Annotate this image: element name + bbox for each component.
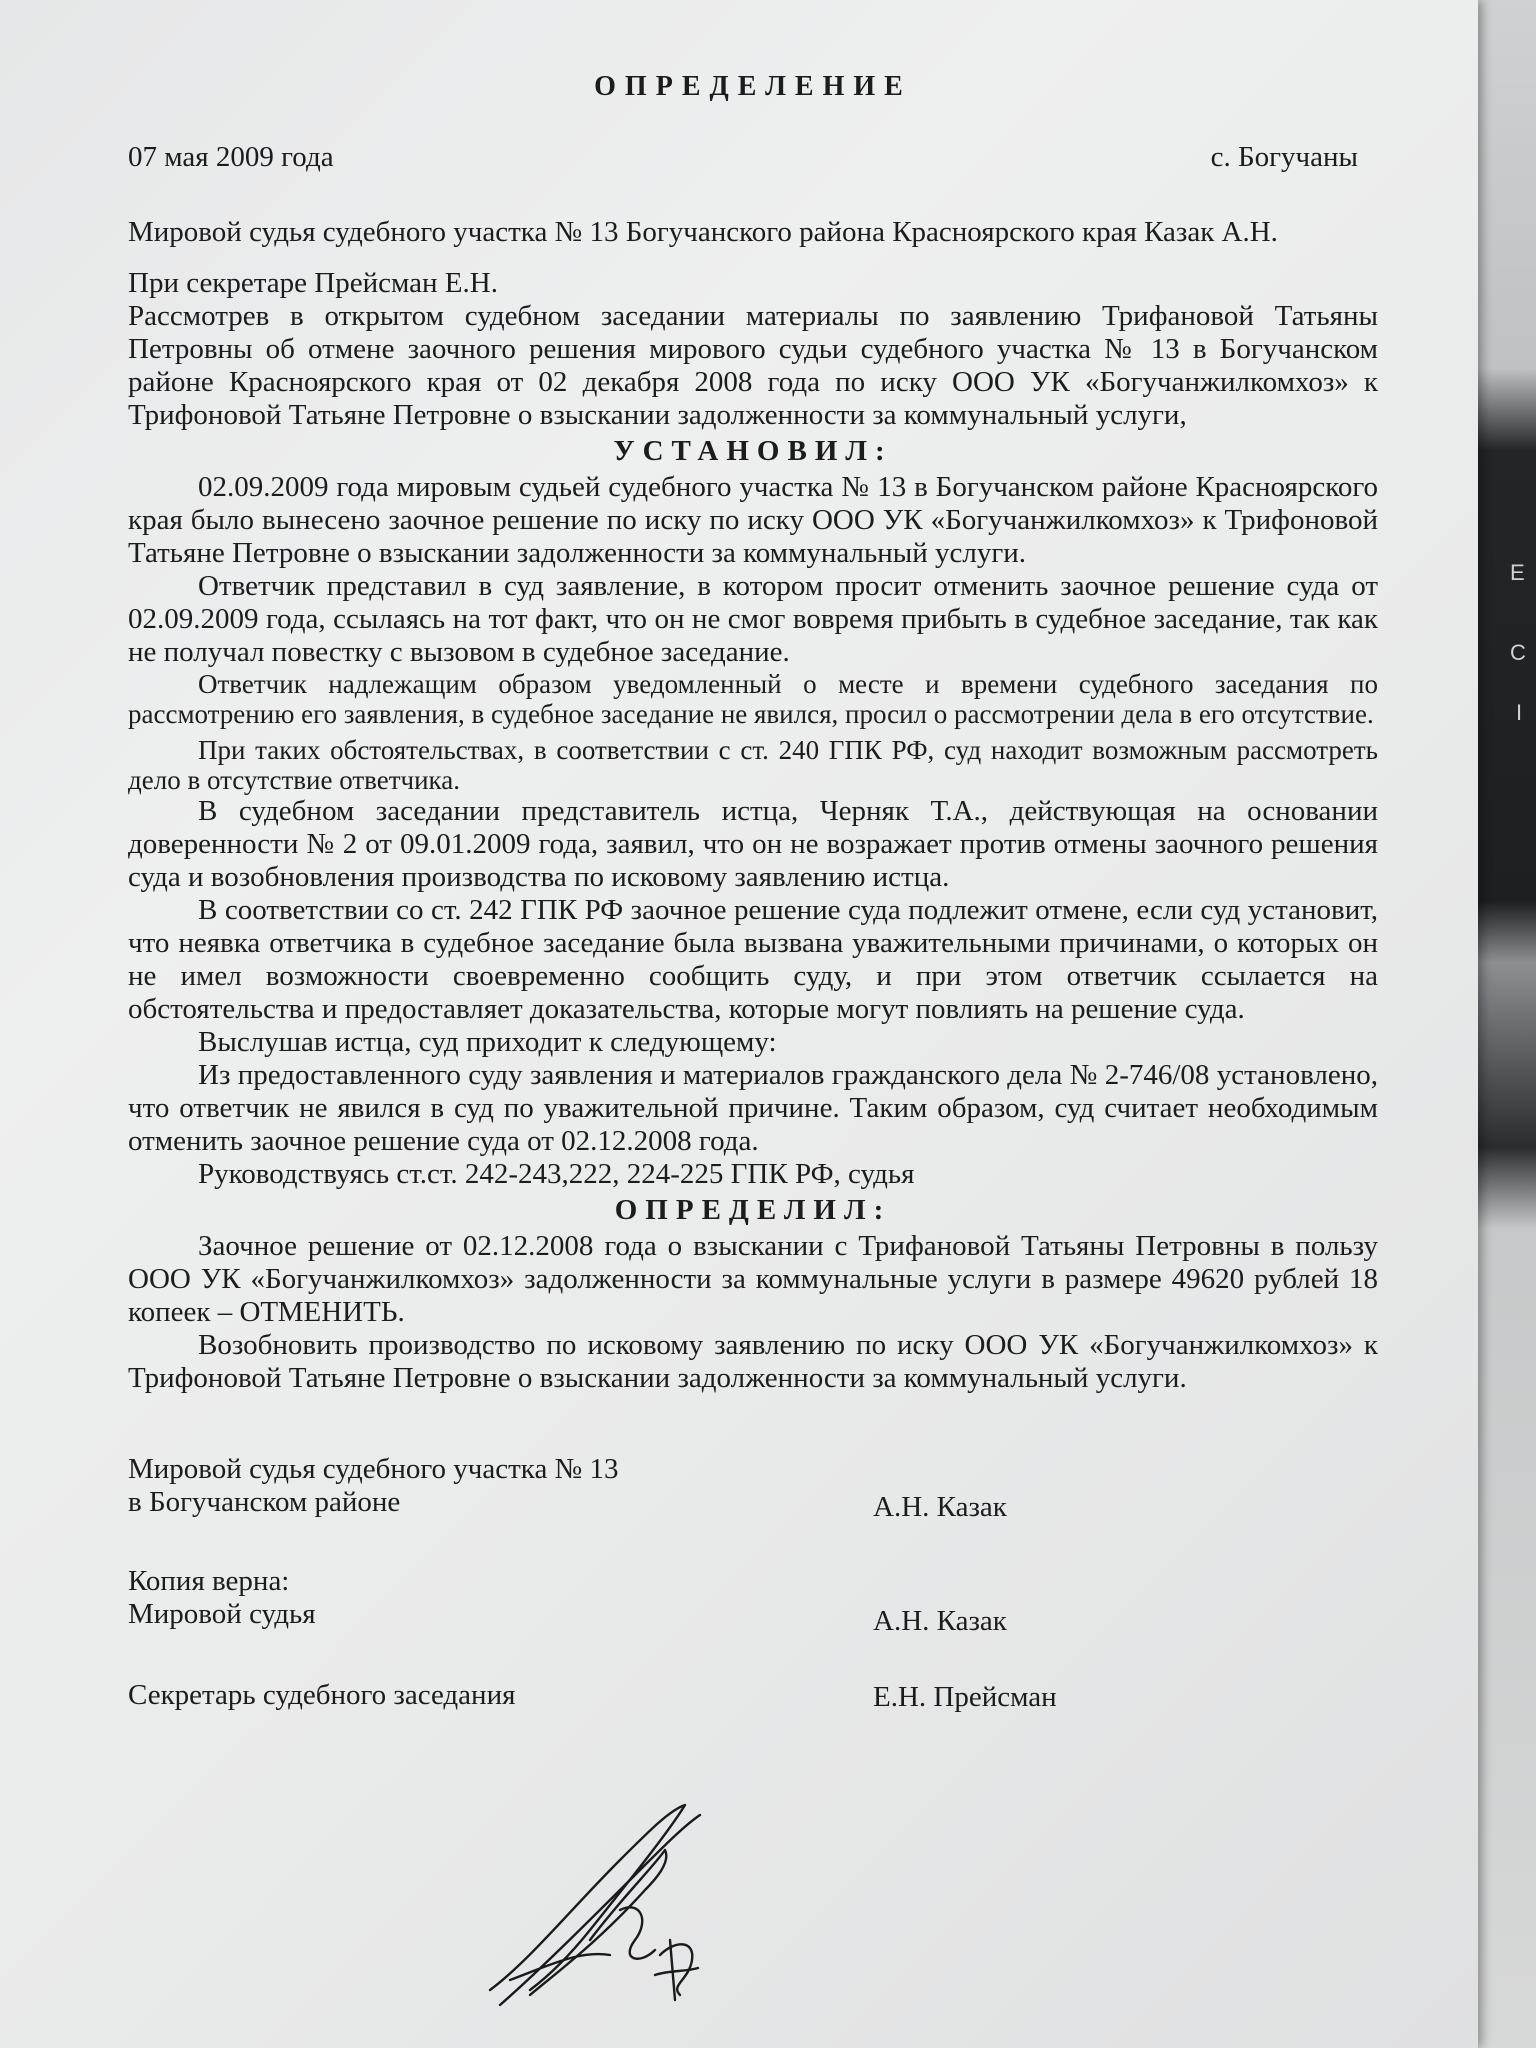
secretary-role: Секретарь судебного заседания: [128, 1679, 516, 1711]
section-heading-established: УСТАНОВИЛ:: [613, 435, 893, 467]
paragraph: Ответчик представил в суд заявление, в котором просит отменить заочное решение суда от 02.09.2009 года, ссылаясь на тот факт, что он не смог вовремя прибыть в судебное заседание, так как не получал повестку с вызовом в судебное заседание.: [128, 570, 1378, 668]
paragraph: Ответчик надлежащим образом уведомленный о месте и времени судебного заседания по рассмотрению его заявления, в судебное заседание не явился, просил о рассмотрении дела в его отсутствие.: [128, 669, 1378, 729]
date-place-row: [128, 141, 1378, 174]
background-surface: [1470, 0, 1536, 2048]
document-date: 07 мая 2009 года: [128, 141, 334, 173]
document-place: с. Богучаны: [1210, 141, 1358, 173]
handwritten-signature-icon: [470, 1790, 770, 2020]
judge-title-line2: в Богучанском районе: [128, 1486, 401, 1518]
signature-block: [128, 1453, 1378, 1783]
paragraph: Из предоставленного суду заявления и материалов гражданского дела № 2-746/08 установлено, что ответчик не явился в суд по уважительной причине. Таким образом, суд считает необходимым отменить заочное решение суда от 02.12.2008 года.: [128, 1059, 1378, 1157]
copy-name: А.Н. Казак: [873, 1605, 1007, 1637]
copy-label: Копия верна:: [128, 1565, 290, 1597]
judge-title-line1: Мировой судья судебного участка № 13: [128, 1453, 619, 1485]
copy-role: Мировой судья: [128, 1598, 316, 1630]
paragraph: Заочное решение от 02.12.2008 года о взыскании с Трифановой Татьяны Петровны в пользу ООО УК «Богучанжилкомхоз» задолженности за коммунальные услуги в размере 49620 рублей 18 копеек – ОТМЕНИТЬ.: [128, 1230, 1378, 1328]
paragraph: Возобновить производство по исковому заявлению по иску ООО УК «Богучанжилкомхоз» к Трифоновой Татьяне Петровне о взыскании задолженности за коммунальный услуги.: [128, 1329, 1378, 1394]
intro-considered: Рассмотрев в открытом судебном заседании материалы по заявлению Трифановой Татьяны Петровны об отмене заочного решения мирового судьи судебного участка № 13 в Богучанском районе Красноярского края от 02 декабря 2008 года по иску ООО УК «Богучанжилкомхоз» к Трифоновой Татьяне Петровне о взыскании задолженности за коммунальный услуги,: [128, 300, 1378, 431]
document-body: [128, 70, 1378, 1783]
paragraph: В судебном заседании представитель истца, Черняк Т.А., действующая на основании доверенности № 2 от 09.01.2009 года, заявил, что он не возражает против отмены заочного решения суда и возобновления производства по исковому заявлению истца.: [128, 795, 1378, 893]
paragraph: При таких обстоятельствах, в соответствии с ст. 240 ГПК РФ, суд находит возможным рассмотреть дело в отсутствие ответчика.: [128, 735, 1378, 795]
section-heading-decided: ОПРЕДЕЛИЛ:: [614, 1194, 892, 1226]
secretary-name: Е.Н. Прейсман: [873, 1681, 1057, 1713]
judge-name: А.Н. Казак: [873, 1491, 1007, 1523]
backdrop-fragment: I: [1516, 700, 1523, 725]
intro-judge: Мировой судья судебного участка № 13 Богучанского района Красноярского края Казак А.Н.: [128, 216, 1278, 248]
backdrop-fragment: Е: [1510, 560, 1525, 585]
paragraph: Выслушав истца, суд приходит к следующему:: [198, 1026, 777, 1058]
paragraph: 02.09.2009 года мировым судьей судебного участка № 13 в Богучанском районе Красноярского края было вынесено заочное решение по иску по иску ООО УК «Богучанжилкомхоз» к Трифоновой Татьяне Петровне о взыскании задолженности за коммунальный услуги.: [128, 471, 1378, 569]
intro-secretary: При секретаре Прейсман Е.Н.: [128, 267, 498, 299]
paragraph: В соответствии со ст. 242 ГПК РФ заочное решение суда подлежит отмене, если суд установит, что неявка ответчика в судебное заседание была вызвана уважительными причинами, о которых он не имел возможности своевременно сообщить суду, и при этом ответчик ссылается на обстоятельства и предоставляет доказательства, которые могут повлиять на решение суда.: [128, 894, 1378, 1025]
paragraph: Руководствуясь ст.ст. 242-243,222, 224-225 ГПК РФ, судья: [198, 1158, 915, 1190]
document-title: ОПРЕДЕЛЕНИЕ: [594, 71, 912, 102]
backdrop-fragment: С: [1510, 640, 1526, 665]
